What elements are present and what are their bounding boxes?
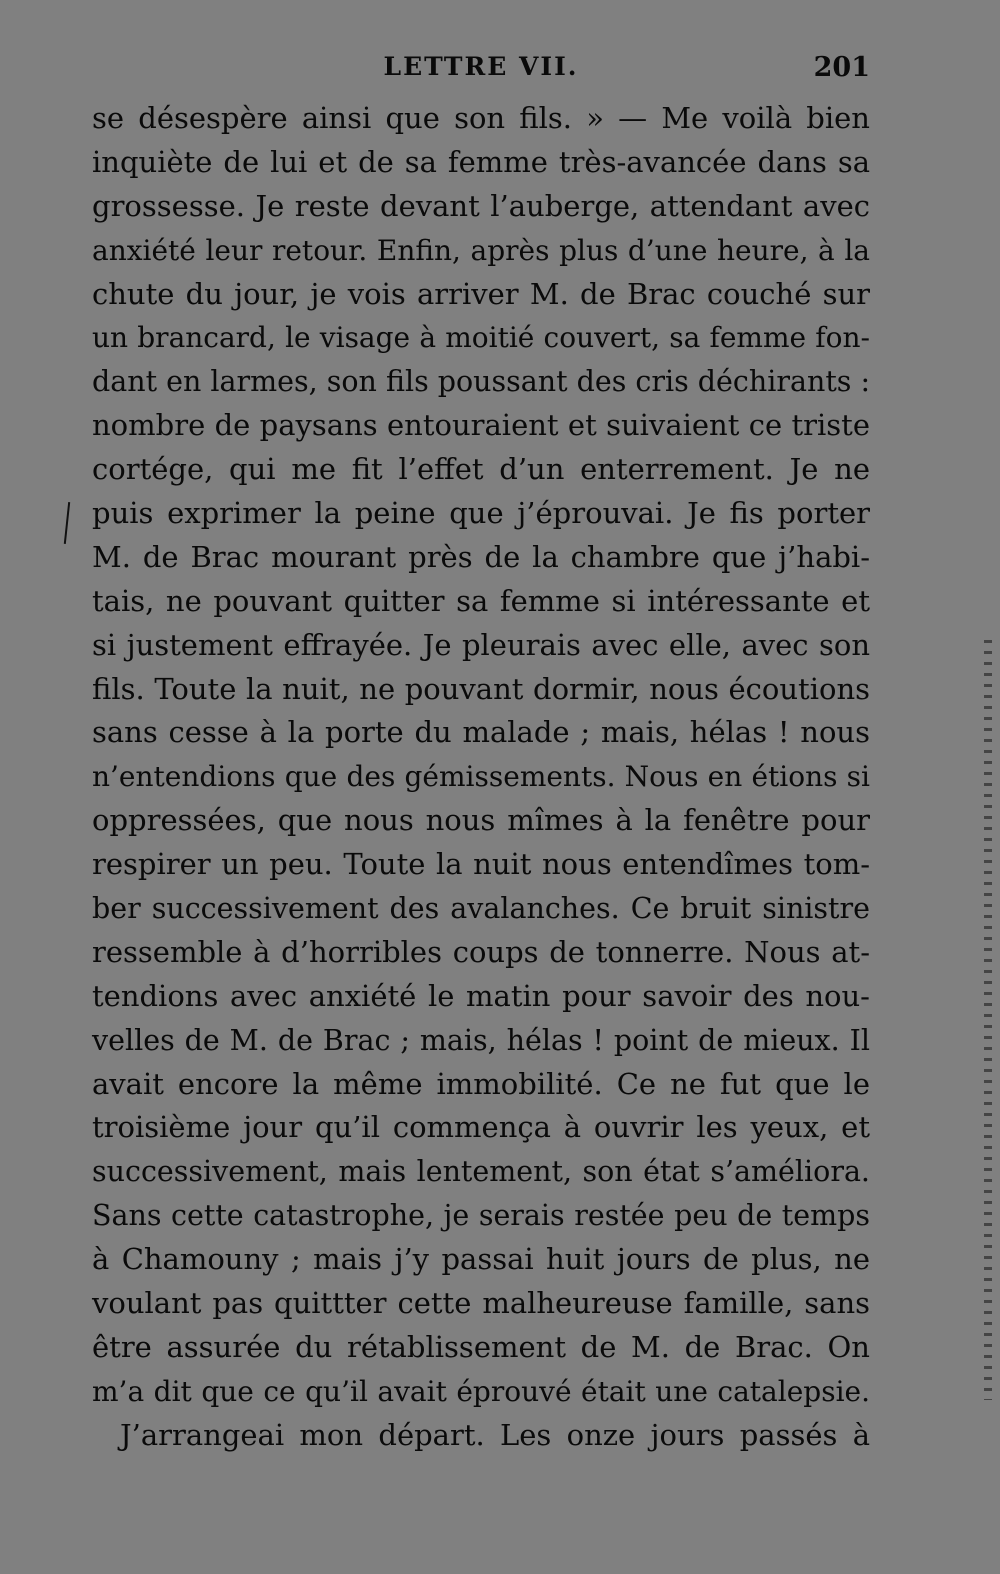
text-line: velles de M. de Brac ; mais, hélas ! point de mieux. Il <box>92 1023 870 1057</box>
text-line: avait encore la même immobilité. Ce ne fut que le <box>92 1066 870 1101</box>
text-line: n’entendions que des gémissements. Nous en étions si <box>92 760 870 794</box>
text-line: m’a dit que ce qu’il avait éprouvé était une catalepsie. <box>92 1374 870 1408</box>
text-line: un brancard, le visage à moitié couvert, sa femme fon- <box>92 321 870 355</box>
text-line: sans cesse à la porte du malade ; mais, hélas ! nous <box>92 715 870 750</box>
text-line: fils. Toute la nuit, ne pouvant dormir, nous écoutions <box>92 671 870 706</box>
text-line: oppressées, que nous nous mîmes à la fenêtre pour <box>92 803 870 838</box>
text-line: si justement effrayée. Je pleurais avec elle, avec son <box>92 627 870 662</box>
text-line: puis exprimer la peine que j’éprouvai. Je fis porter <box>92 496 870 531</box>
page-edge-marks <box>984 640 992 1400</box>
text-line: à Chamouny ; mais j’y passai huit jours de plus, ne <box>92 1242 870 1277</box>
text-line: dant en larmes, son fils poussant des cris déchirants : <box>92 365 871 399</box>
text-line: cortége, qui me fit l’effet d’un enterrement. Je ne <box>92 452 870 487</box>
text-line: chute du jour, je vois arriver M. de Brac couché sur <box>92 276 870 311</box>
text-line: Sans cette catastrophe, je serais restée peu de temps <box>92 1199 870 1233</box>
body-text <box>92 97 870 1458</box>
text-line: grossesse. Je reste devant l’auberge, attendant avec <box>92 188 870 223</box>
text-line: M. de Brac mourant près de la chambre que j’habi- <box>92 539 870 574</box>
text-line: anxiété leur retour. Enfin, après plus d’une heure, à la <box>92 233 870 267</box>
text-line: être assurée du rétablissement de M. de Brac. On <box>92 1329 870 1364</box>
page-number: 201 <box>813 52 870 83</box>
text-line: nombre de paysans entouraient et suivaient ce triste <box>92 408 870 443</box>
text-line: J’arrangeai mon départ. Les onze jours passés à <box>120 1417 870 1452</box>
text-line: troisième jour qu’il commença à ouvrir les yeux, et <box>92 1110 870 1145</box>
running-title: LETTRE VII. <box>383 52 579 81</box>
text-line: successivement, mais lentement, son état s’améliora. <box>92 1155 870 1189</box>
margin-mark <box>64 502 70 544</box>
text-line: ber successivement des avalanches. Ce bruit sinistre <box>92 892 870 926</box>
text-line: inquiète de lui et de sa femme très-avancée dans sa <box>92 144 870 179</box>
text-line: se désespère ainsi que son fils. » — Me voilà bien <box>92 101 870 135</box>
running-header <box>92 48 870 88</box>
text-line: ressemble à d’horribles coups de tonnerre. Nous at- <box>92 934 870 969</box>
text-line: tais, ne pouvant quitter sa femme si intéressante et <box>92 583 870 618</box>
text-line: tendions avec anxiété le matin pour savoir des nou- <box>92 978 870 1013</box>
text-line: voulant pas quittter cette malheureuse famille, sans <box>92 1286 870 1321</box>
text-line: respirer un peu. Toute la nuit nous entendîmes tom- <box>92 847 870 882</box>
